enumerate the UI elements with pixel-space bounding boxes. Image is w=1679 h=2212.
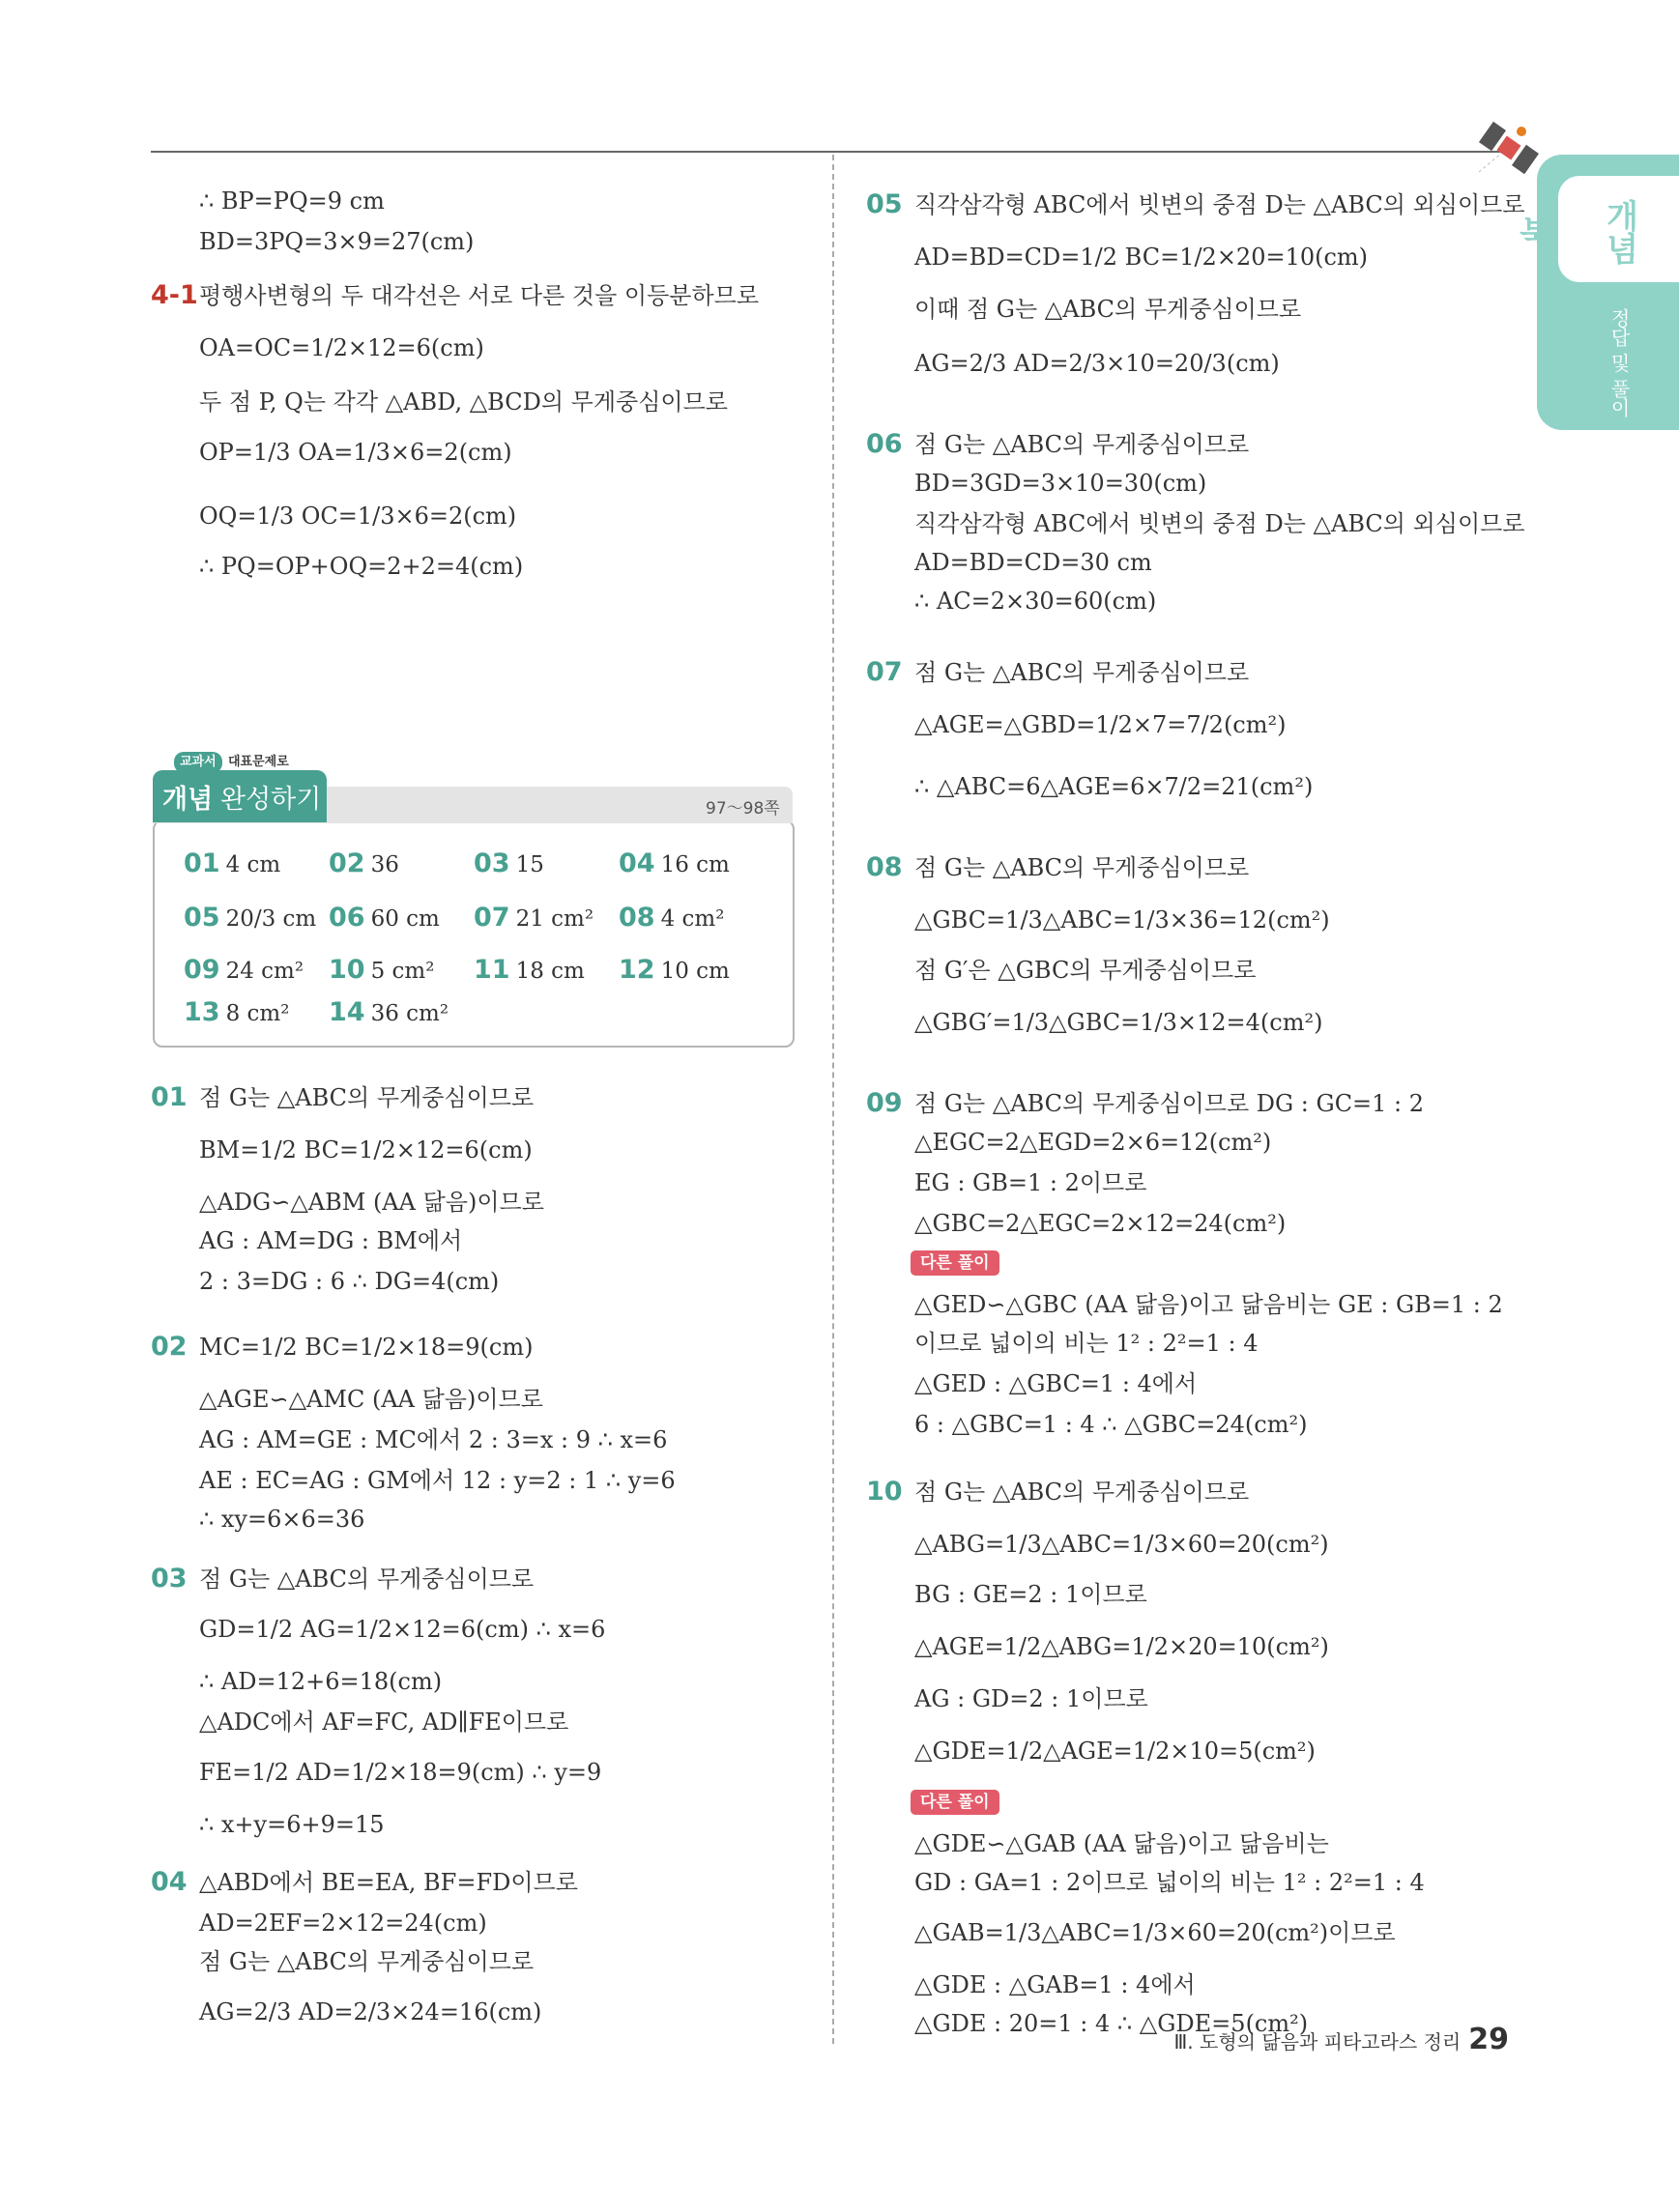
text-line: △ABG=1/3△ABC=1/3×60=20(cm²) [914,1531,1329,1558]
text-line: △ADC에서 AF=FC, AD∥FE이므로 [199,1709,569,1736]
answer-item: 11 18 cm [474,955,585,985]
text-line: 6 : △GBC=1 : 4 ∴ △GBC=24(cm²) [914,1411,1308,1438]
page-footer [1174,2023,1510,2056]
text-line: BG : GE=2 : 1이므로 [914,1581,1147,1608]
solution-number-08: 08 [866,852,903,882]
solution-number-02: 02 [151,1332,188,1362]
answer-item: 12 10 cm [619,955,730,985]
text-line: ∴ AD=12+6=18(cm) [199,1668,443,1695]
text-line: AG=2/3 AD=2/3×10=20/3(cm) [914,350,1280,377]
text-line: OA=OC=1/2×12=6(cm) [199,334,484,361]
answer-item: 13 8 cm² [184,997,290,1027]
text-line: ∴ PQ=OP+OQ=2+2=4(cm) [199,553,524,580]
text-line: 점 G는 △ABC의 무게중심이므로 [914,1479,1250,1506]
text-line: △GDE=1/2△AGE=1/2×10=5(cm²) [914,1738,1316,1765]
text-line: ∴ x+y=6+9=15 [199,1811,385,1838]
summary-title: 완성하기 [220,785,322,815]
text-line: △AGE=1/2△ABG=1/2×20=10(cm²) [914,1633,1329,1660]
text-line: AG : AM=DG : BM에서 [199,1227,463,1254]
summary-header [153,770,327,822]
text-line: AD=BD=CD=1/2 BC=1/2×20=10(cm) [914,244,1369,271]
text-line: △GAB=1/3△ABC=1/3×60=20(cm²)이므로 [914,1919,1396,1946]
page-number: 29 [1468,2023,1509,2056]
answer-item: 05 20/3 cm [184,903,317,933]
text-line: 점 G′은 △GBC의 무게중심이므로 [914,957,1257,984]
text-line: GD : GA=1 : 2이므로 넓이의 비는 1² : 2²=1 : 4 [914,1869,1425,1896]
text-line: △ABD에서 BE=EA, BF=FD이므로 [199,1869,578,1896]
text-line: △AGE∽△AMC (AA 닮음)이므로 [199,1386,543,1413]
text-line: AD=BD=CD=30 cm [914,549,1152,576]
text-line: OP=1/3 OA=1/3×6=2(cm) [199,439,512,466]
side-tab [1513,155,1679,430]
side-tab-book: 개념북 [1513,199,1638,265]
text-line: 직각삼각형 ABC에서 빗변의 중점 D는 △ABC의 외심이므로 [914,191,1525,218]
text-line: 점 G는 △ABC의 무게중심이므로 [914,431,1250,458]
answer-item: 14 36 cm² [329,997,449,1027]
text-line: 평행사변형의 두 대각선은 서로 다른 것을 이등분하므로 [199,282,760,309]
text-line: MC=1/2 BC=1/2×18=9(cm) [199,1334,534,1361]
text-line: △ADG∽△ABM (AA 닮음)이므로 [199,1189,544,1216]
answer-item: 08 4 cm² [619,903,725,933]
text-line: ∴ BP=PQ=9 cm [199,187,385,215]
satellite-icon [1479,114,1547,182]
page-reference: 97～98쪽 [706,799,780,819]
text-line: EG : GB=1 : 2이므로 [914,1169,1147,1196]
text-line: 점 G는 △ABC의 무게중심이므로 [199,1566,535,1593]
text-line: 직각삼각형 ABC에서 빗변의 중점 D는 △ABC의 외심이므로 [914,510,1525,537]
solution-number-03: 03 [151,1564,188,1594]
text-line: 두 점 P, Q는 각각 △ABD, △BCD의 무게중심이므로 [199,388,728,416]
text-line: 점 G는 △ABC의 무게중심이므로 [914,854,1250,881]
text-line: △GDE : 20=1 : 4 ∴ △GDE=5(cm²) [914,2010,1309,2037]
solution-number-10: 10 [866,1477,903,1507]
solution-number-09: 09 [866,1088,903,1118]
text-line: △EGC=2△EGD=2×6=12(cm²) [914,1129,1272,1156]
text-line: ∴ AC=2×30=60(cm) [914,588,1157,615]
text-line: △GBG′=1/3△GBC=1/3×12=4(cm²) [914,1009,1323,1036]
solution-number-4-1: 4-1 [151,280,198,310]
text-line: AG=2/3 AD=2/3×24=16(cm) [199,1998,542,2025]
text-line: ∴ △ABC=6△AGE=6×7/2=21(cm²) [914,773,1314,800]
text-line: BM=1/2 BC=1/2×12=6(cm) [199,1136,533,1163]
text-line: AG : GD=2 : 1이므로 [914,1685,1148,1712]
text-line: △GBC=2△EGC=2×12=24(cm²) [914,1210,1287,1237]
text-line: AE : EC=AG : GM에서 12 : y=2 : 1 ∴ y=6 [199,1467,676,1494]
solution-number-04: 04 [151,1867,188,1897]
chapter-title: Ⅲ. 도형의 닮음과 피타고라스 정리 [1173,2030,1462,2054]
text-line: GD=1/2 AG=1/2×12=6(cm) ∴ x=6 [199,1616,606,1643]
summary-title-bold: 개념 [162,785,214,815]
text-line: △GDE : △GAB=1 : 4에서 [914,1971,1196,1998]
text-line: 이므로 넓이의 비는 1² : 2²=1 : 4 [914,1330,1259,1357]
solution-number-07: 07 [866,657,903,687]
text-line: OQ=1/3 OC=1/3×6=2(cm) [199,503,517,530]
text-line: △AGE=△GBD=1/2×7=7/2(cm²) [914,711,1287,738]
text-line: 점 G는 △ABC의 무게중심이므로 DG : GC=1 : 2 [914,1090,1425,1117]
badge-label: 대표문제로 [228,755,289,769]
text-line: 점 G는 △ABC의 무게중심이므로 [199,1948,535,1975]
text-line: △GED∽△GBC (AA 닮음)이고 닮음비는 GE : GB=1 : 2 [914,1291,1503,1318]
text-line: BD=3PQ=3×9=27(cm) [199,228,475,255]
alt-solution-badge: 다른 풀이 [911,1250,999,1276]
answer-item: 04 16 cm [619,848,730,878]
text-line: 2 : 3=DG : 6 ∴ DG=4(cm) [199,1268,500,1295]
top-rule [151,151,1504,153]
text-line: BD=3GD=3×10=30(cm) [914,470,1207,497]
column-divider [832,155,834,2044]
solution-number-05: 05 [866,189,903,219]
text-line: 이때 점 G는 △ABC의 무게중심이므로 [914,296,1302,323]
text-line: △GED : △GBC=1 : 4에서 [914,1370,1198,1397]
text-line: △GDE∽△GAB (AA 닮음)이고 닮음비는 [914,1830,1329,1857]
text-line: AG : AM=GE : MC에서 2 : 3=x : 9 ∴ x=6 [199,1426,668,1453]
side-tab-section: 정답 및 풀이 [1607,307,1631,417]
answer-item: 07 21 cm² [474,903,594,933]
answer-item: 06 60 cm [329,903,440,933]
text-line: 점 G는 △ABC의 무게중심이므로 [199,1084,535,1111]
answer-item: 01 4 cm [184,848,281,878]
textbook-badge: 교과서 [174,752,222,773]
text-line: AD=2EF=2×12=24(cm) [199,1910,487,1937]
solution-number-06: 06 [866,429,903,459]
text-line: FE=1/2 AD=1/2×18=9(cm) ∴ y=9 [199,1759,602,1786]
answer-item: 03 15 [474,848,544,878]
answer-item: 10 5 cm² [329,955,435,985]
text-line: ∴ xy=6×6=36 [199,1506,365,1533]
answer-item: 02 36 [329,848,399,878]
answer-item: 09 24 cm² [184,955,304,985]
text-line: △GBC=1/3△ABC=1/3×36=12(cm²) [914,906,1330,934]
text-line: 점 G는 △ABC의 무게중심이므로 [914,659,1250,686]
solution-number-01: 01 [151,1082,188,1112]
alt-solution-badge: 다른 풀이 [911,1790,999,1815]
